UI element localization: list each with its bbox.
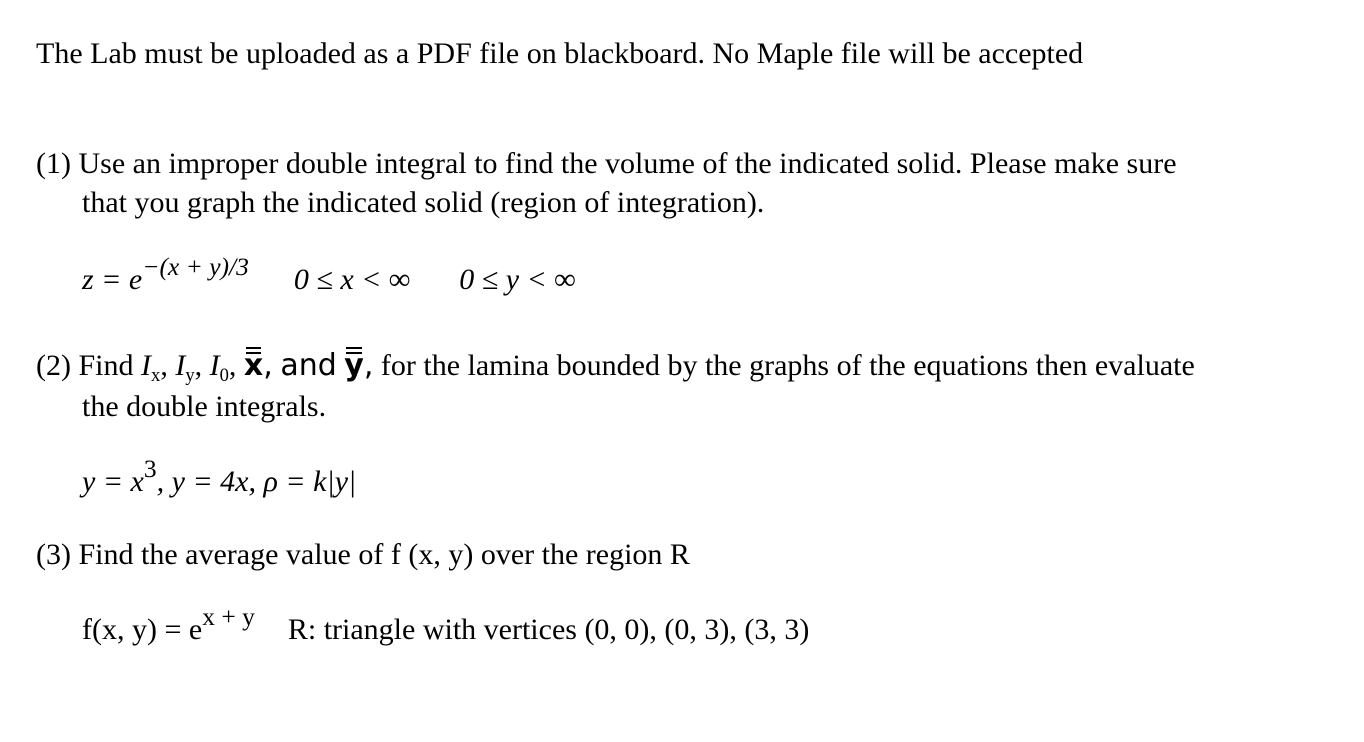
problem-2-formula (82, 453, 357, 501)
volume-function-exponent: −(x + y)/3 (142, 251, 249, 281)
problem-3-line-1 (36, 537, 690, 573)
problem-2-find-word: Find (78, 349, 134, 382)
problem-1-line-2: that you graph the indicated solid (region of integration). (82, 186, 765, 219)
moment-ix: Ix (141, 349, 161, 386)
problem-1-text: Use an improper double integral to find the volume of the indicated solid. Please make sure (78, 147, 1177, 180)
problem-3-formula (82, 601, 810, 649)
problem-2-text: for the lamina bounded by the graphs of the equations then evaluate (380, 349, 1195, 382)
lab-notice: The Lab must be uploaded as a PDF file on blackboard. No Maple file will be accepted (36, 37, 1084, 70)
volume-function-lhs: z = e (82, 263, 143, 296)
radius-of-gyration-x: x (243, 348, 264, 383)
problem-2-line-1: (2) Find Ix, Iy, I0, x, and y, for the lamina bounded by the graphs of the equations then evaluate (36, 348, 1195, 386)
x-range-condition: 0 ≤ x < ∞ (293, 263, 411, 296)
y-range-condition: 0 ≤ y < ∞ (459, 263, 576, 296)
curve-cubic: y = x (82, 465, 144, 498)
problem-3-text: Find the average value of f (x, y) over the region R (78, 538, 690, 571)
cubic-exponent: 3 (143, 453, 157, 483)
average-function-exponent: x + y (202, 601, 255, 631)
problem-2-number: (2) (36, 349, 71, 382)
problem-3-number: (3) (36, 538, 71, 571)
curve-line-and-density: , y = 4x, ρ = k|y| (156, 465, 357, 498)
moment-iy: Iy (175, 349, 195, 386)
problem-1-formula (82, 251, 576, 299)
moment-i0: I0 (209, 349, 229, 386)
radius-of-gyration-y: y (344, 348, 364, 383)
problem-1-number: (1) (36, 147, 71, 180)
problem-1-line-1 (36, 146, 1177, 182)
average-function-lhs: f(x, y) = e (82, 613, 203, 646)
problem-2-line-2: the double integrals. (82, 390, 327, 423)
problem-2-and-word: and (280, 348, 337, 383)
region-description: R: triangle with vertices (0, 0), (0, 3), (3, 3) (287, 613, 810, 646)
